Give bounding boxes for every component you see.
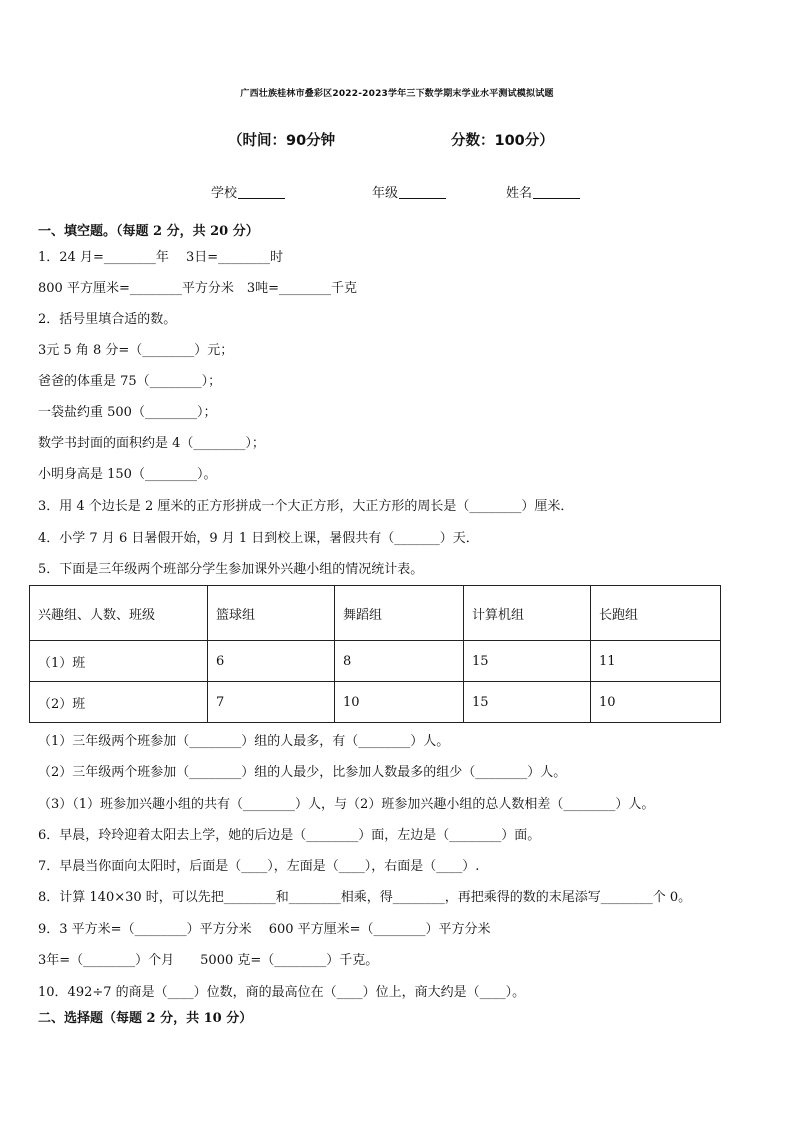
question-line: 7．早晨当你面向太阳时，后面是（____），左面是（____），右面是（____）. — [38, 859, 480, 874]
table-header: 计算机组 — [464, 586, 591, 641]
grade-blank — [399, 185, 446, 199]
question-line: 2．括号里填合适的数。 — [38, 312, 177, 327]
question-line: （1）三年级两个班参加（________）组的人最多，有（________）人。 — [38, 734, 450, 749]
table-header: 篮球组 — [208, 586, 335, 641]
question-line: 10．492÷7 的商是（____）位数，商的最高位在（____）位上，商大约是（____）。 — [38, 985, 526, 1000]
question-line: 5．下面是三年级两个班部分学生参加课外兴趣小组的情况统计表。 — [38, 562, 424, 577]
table-row — [30, 641, 721, 682]
table-cell: 11 — [591, 641, 721, 682]
exam-subtitle — [0, 129, 794, 151]
question-line: 6．早晨，玲玲迎着太阳去上学，她的后边是（________）面，左边是（________）面。 — [38, 828, 541, 843]
table-cell: （2）班 — [30, 682, 208, 723]
table-cell: （1）班 — [30, 641, 208, 682]
question-line: （3）（1）班参加兴趣小组的共有（________）人，与（2）班参加兴趣小组的总人数相差（________）人。 — [38, 797, 655, 812]
stats-table — [29, 585, 721, 723]
question-line: 9．3 平方米=（________）平方分米 600 平方厘米=（________）平方分米 — [38, 922, 491, 937]
grade-label: 年级 — [372, 186, 399, 201]
question-line: 爸爸的体重是 75（________）； — [38, 374, 222, 389]
question-line: 4．小学 7 月 6 日暑假开始，9 月 1 日到校上课，暑假共有（_______）天． — [38, 531, 479, 546]
table-cell: 15 — [464, 682, 591, 723]
section-heading: 一、填空题。（每题 2 分，共 20 分） — [38, 224, 259, 239]
table-cell: 10 — [335, 682, 464, 723]
table-cell: 6 — [208, 641, 335, 682]
question-line: 800 平方厘米=________平方分米 3吨=________千克 — [38, 281, 358, 296]
score-label: 分数：100分） — [451, 133, 554, 149]
name-label: 姓名 — [506, 186, 533, 201]
table-cell: 15 — [464, 641, 591, 682]
question-line: 一袋盐约重 500（________）； — [38, 405, 217, 420]
table-cell: 7 — [208, 682, 335, 723]
question-line: （2）三年级两个班参加（________）组的人最少，比参加人数最多的组少（________）人。 — [38, 765, 567, 780]
question-line: 1．24 月=________年 3日=________时 — [38, 250, 284, 265]
table-header: 兴趣组、人数、班级 — [30, 586, 208, 641]
question-line: 3．用 4 个边长是 2 厘米的正方形拼成一个大正方形，大正方形的周长是（________）厘米． — [38, 499, 574, 514]
name-field — [506, 182, 580, 202]
table-header: 长跑组 — [591, 586, 721, 641]
section-heading: 二、选择题（每题 2 分，共 10 分） — [38, 1011, 253, 1026]
page-title: 广西壮族桂林市叠彩区2022-2023学年三下数学期末学业水平测试模拟试题 — [240, 89, 554, 99]
school-field — [211, 182, 285, 202]
question-line: 小明身高是 150（________）。 — [38, 467, 217, 482]
school-blank — [238, 185, 285, 199]
time-label: （时间：90分钟 — [228, 133, 336, 149]
table-row — [30, 682, 721, 723]
question-line: 3年=（________）个月 5000 克=（________）千克。 — [38, 953, 379, 968]
question-line: 3元 5 角 8 分=（________）元； — [38, 343, 234, 358]
name-blank — [533, 185, 580, 199]
grade-field — [372, 182, 446, 202]
question-line: 8．计算 140×30 时，可以先把________和________相乘，得________，再把乘得的数的末尾添写________个 0。 — [38, 890, 692, 905]
table-cell: 8 — [335, 641, 464, 682]
table-header-row — [30, 586, 721, 641]
table-header: 舞蹈组 — [335, 586, 464, 641]
school-label: 学校 — [211, 186, 238, 201]
table-cell: 10 — [591, 682, 721, 723]
question-line: 数学书封面的面积约是 4（________）； — [38, 436, 265, 451]
